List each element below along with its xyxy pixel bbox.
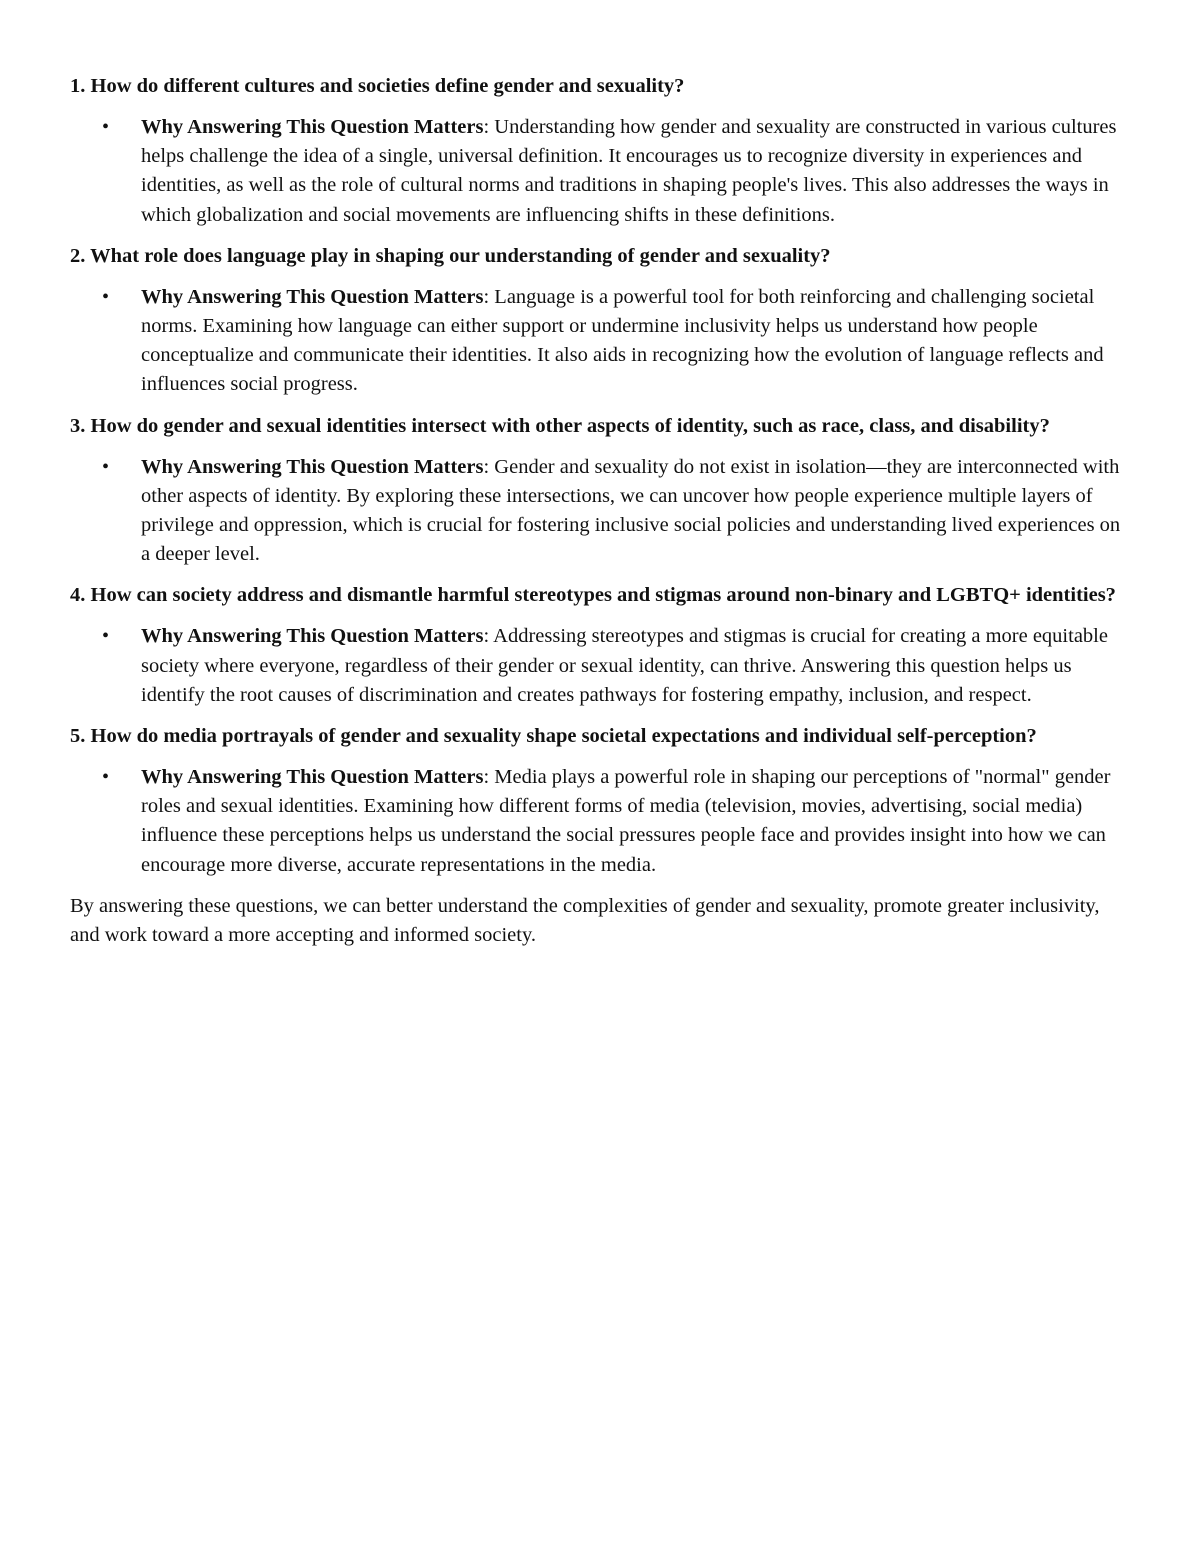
answer-lead: Why Answering This Question Matters xyxy=(141,625,484,648)
answer-body: Media plays a powerful role in shaping our perceptions of "normal" gender roles and sexual identities. Examining how different forms of media (television, movies, advertising, social media) influence these perceptions helps us understand the social pressures people face and provides insight into how we can encourage more diverse, accurate representations in the media. xyxy=(141,766,1111,876)
question-heading: 4. How can society address and dismantle harmful stereotypes and stigmas around non-binary and LGBTQ+ identities? xyxy=(70,584,1116,607)
question-section-1 xyxy=(70,72,1134,230)
question-heading: 2. What role does language play in shaping our understanding of gender and sexuality? xyxy=(70,244,831,267)
answer-bullet xyxy=(70,453,1134,570)
bullet-icon: • xyxy=(102,455,110,478)
answer-body: Language is a powerful tool for both reinforcing and challenging societal norms. Examining how language can either support or undermine inclusivity helps us understand how people conceptualize and communicate their identities. It also aids in recognizing how the evolution of language reflects and influences social progress. xyxy=(141,285,1104,396)
answer-separator: : xyxy=(483,455,495,478)
conclusion-paragraph: By answering these questions, we can better understand the complexities of gender and sexuality, promote greater inclusivity, and work toward a more accepting and informed society. xyxy=(70,894,1100,946)
answer-separator: : xyxy=(483,766,495,789)
bullet-icon: • xyxy=(102,766,110,789)
answer-list xyxy=(70,763,1134,880)
question-section-4 xyxy=(70,581,1134,710)
answer-bullet xyxy=(70,113,1134,230)
answer-bullet xyxy=(70,283,1134,400)
answer-separator: : xyxy=(483,625,494,648)
answer-list xyxy=(70,113,1134,230)
bullet-icon: • xyxy=(102,116,110,138)
answer-separator: : xyxy=(483,285,495,308)
answer-lead: Why Answering This Question Matters xyxy=(141,455,484,478)
bullet-icon: • xyxy=(102,625,110,648)
answer-bullet xyxy=(70,622,1134,710)
answer-lead: Why Answering This Question Matters xyxy=(141,285,484,308)
question-heading: 3. How do gender and sexual identities intersect with other aspects of identity, such as race, class, and disability? xyxy=(70,414,1050,437)
question-section-5 xyxy=(70,722,1134,880)
answer-bullet xyxy=(70,763,1134,880)
document-page xyxy=(70,72,1134,950)
question-heading: 1. How do different cultures and societies define gender and sexuality? xyxy=(70,75,685,97)
answer-list xyxy=(70,283,1134,400)
answer-body: Gender and sexuality do not exist in isolation—they are interconnected with other aspects of identity. By exploring these intersections, we can uncover how people experience multiple layers of privilege and oppression, which is crucial for fostering inclusive social policies and understanding lived experiences on a deeper level. xyxy=(141,455,1121,566)
answer-body: Understanding how gender and sexuality are constructed in various cultures helps challenge the idea of a single, universal definition. It encourages us to recognize diversity in experiences and identities, as well as the role of cultural norms and traditions in shaping people's lives. This also addresses the ways in which globalization and social movements are influencing shifts in these definitions. xyxy=(141,116,1117,226)
question-section-2 xyxy=(70,242,1134,400)
answer-separator: : xyxy=(483,116,495,138)
answer-body: Addressing stereotypes and stigmas is crucial for creating a more equitable society where everyone, regardless of their gender or sexual identity, can thrive. Answering this question helps us identify the root causes of discrimination and creates pathways for fostering empathy, inclusion, and respect. xyxy=(141,625,1108,706)
answer-lead: Why Answering This Question Matters xyxy=(141,766,484,789)
bullet-icon: • xyxy=(102,285,110,308)
answer-list xyxy=(70,453,1134,570)
question-section-3 xyxy=(70,412,1134,570)
answer-list xyxy=(70,622,1134,710)
answer-lead: Why Answering This Question Matters xyxy=(141,116,484,138)
question-heading: 5. How do media portrayals of gender and sexuality shape societal expectations and individual self-perception? xyxy=(70,725,1037,748)
